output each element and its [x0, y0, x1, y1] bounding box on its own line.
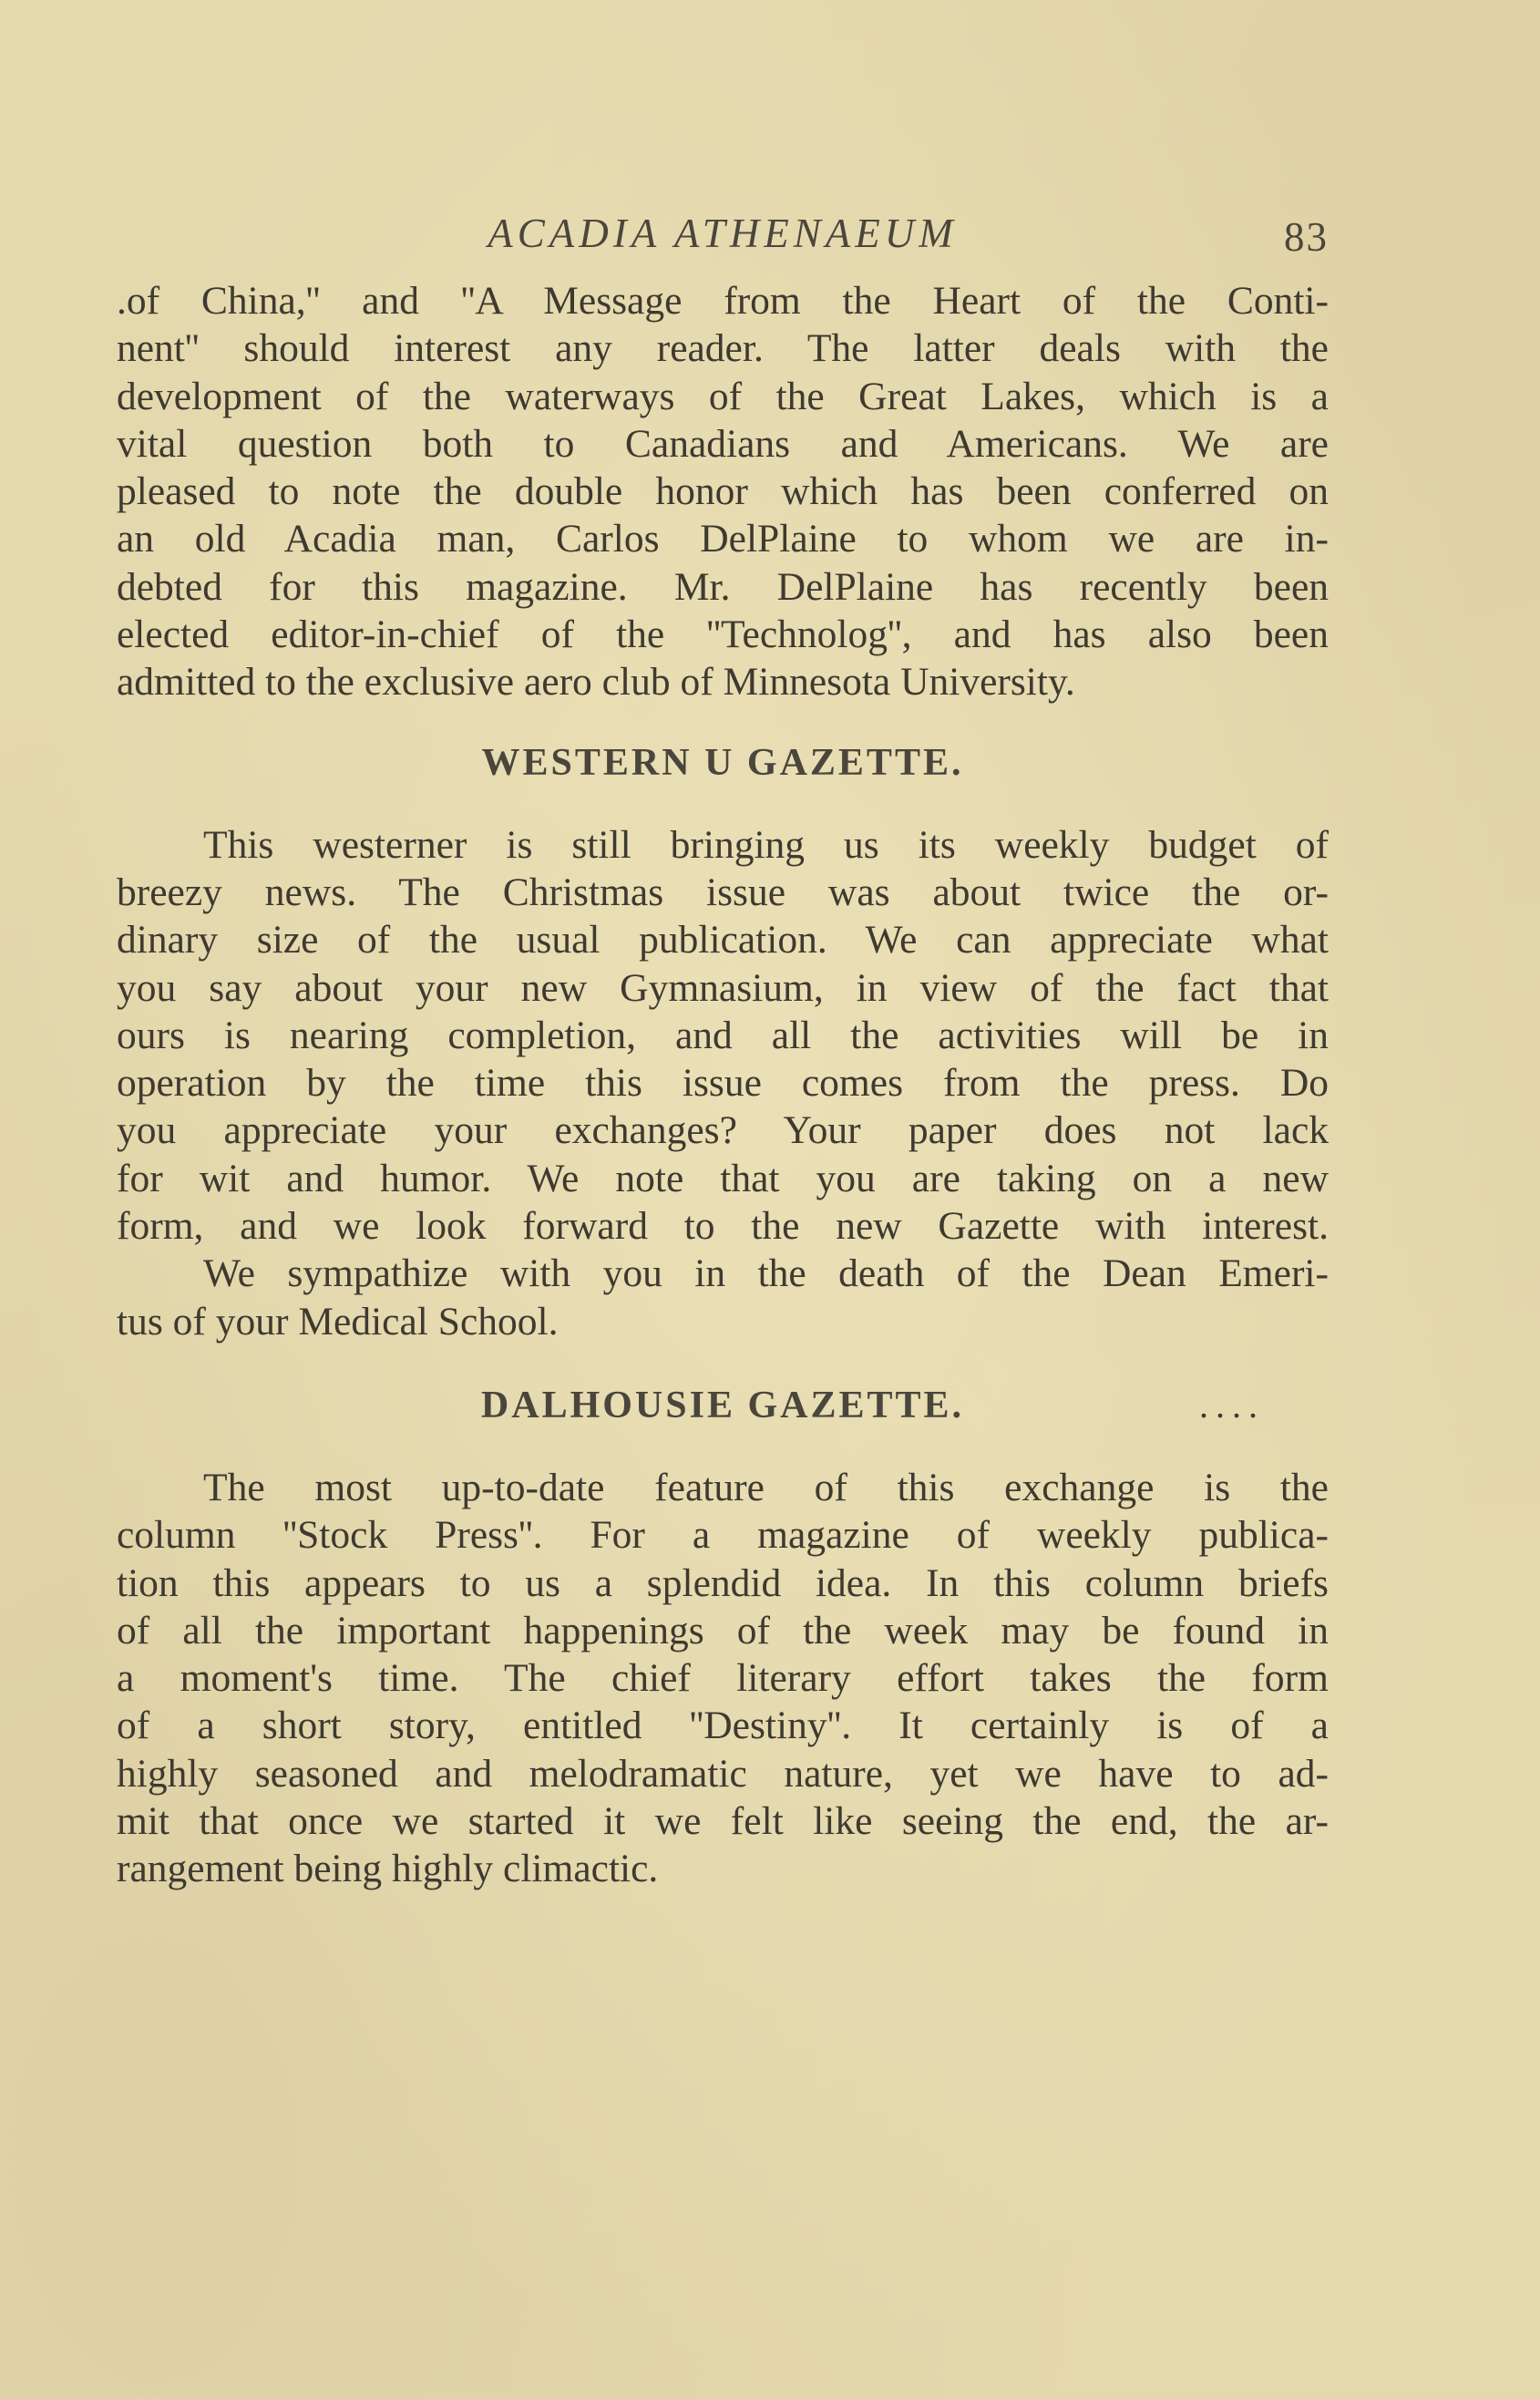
text-line: The most up-to-date feature of this exchange is the — [203, 1465, 1329, 1509]
section-heading-dalhousie — [117, 1384, 1329, 1427]
text-line: pleased to note the double honor which has been conferred on — [117, 469, 1329, 514]
text-line: tus of your Medical School. — [117, 1299, 559, 1344]
text-line: mit that once we started it we felt like seeing the end, the ar- — [117, 1799, 1329, 1844]
running-header — [117, 210, 1329, 283]
text-line: breezy news. The Christmas issue was about twice the or- — [117, 870, 1329, 914]
heading-dots: .... — [1199, 1384, 1265, 1426]
text-line: development of the waterways of the Great Lakes, which is a — [117, 374, 1329, 418]
text-line: elected editor-in-chief of the ''Technolog'', and has also been — [117, 613, 1329, 657]
running-title: ACADIA ATHENAEUM — [488, 211, 958, 256]
section-heading: DALHOUSIE GAZETTE. — [480, 1384, 965, 1426]
text-line: for wit and humor. We note that you are taking on a new — [117, 1156, 1329, 1200]
text-line: tion this appears to us a splendid idea. In this column briefs — [117, 1560, 1329, 1605]
text-line: an old Acadia man, Carlos DelPlaine to whom we are in- — [117, 517, 1329, 561]
text-line: nent'' should interest any reader. The latter deals with the — [117, 326, 1329, 371]
text-line: dinary size of the usual publication. We can appreciate what — [117, 918, 1329, 963]
text-line: form, and we look forward to the new Gazette with interest. — [117, 1204, 1329, 1249]
text-line: you appreciate your exchanges? Your paper does not lack — [117, 1108, 1329, 1153]
western-paragraph — [117, 821, 1329, 1251]
page-content — [117, 210, 1329, 1893]
section-heading-western — [117, 741, 1329, 785]
text-line: ours is nearing completion, and all the activities will be in — [117, 1013, 1329, 1057]
text-line: of all the important happenings of the week may be found in — [117, 1608, 1329, 1653]
western-paragraph-2 — [117, 1250, 1329, 1345]
text-line: column ''Stock Press''. For a magazine of weekly publica- — [117, 1513, 1329, 1558]
text-line: We sympathize with you in the death of the Dean Emeri- — [203, 1251, 1329, 1296]
text-line: This westerner is still bringing us its weekly budget of — [203, 822, 1329, 867]
text-line: highly seasoned and melodramatic nature, yet we have to ad- — [117, 1751, 1329, 1796]
text-line: operation by the time this issue comes from the press. Do — [117, 1061, 1329, 1106]
text-line: admitted to the exclusive aero club of Minnesota University. — [117, 660, 1075, 705]
continuation-paragraph — [117, 277, 1329, 706]
text-line: of a short story, entitled ''Destiny''. It certainly is of a — [117, 1704, 1329, 1748]
text-line: debted for this magazine. Mr. DelPlaine has recently been — [117, 564, 1329, 609]
dalhousie-paragraph — [117, 1464, 1329, 1893]
text-line: a moment's time. The chief literary effort takes the form — [117, 1656, 1329, 1701]
text-line: vital question both to Canadians and Americans. We are — [117, 421, 1329, 466]
text-line: .of China,'' and ''A Message from the Heart of the Conti- — [117, 279, 1329, 323]
text-line: you say about your new Gymnasium, in view of the fact that — [117, 965, 1329, 1010]
text-line: rangement being highly climactic. — [117, 1847, 659, 1891]
section-heading: WESTERN U GAZETTE. — [481, 741, 964, 784]
page-number: 83 — [1284, 214, 1329, 260]
